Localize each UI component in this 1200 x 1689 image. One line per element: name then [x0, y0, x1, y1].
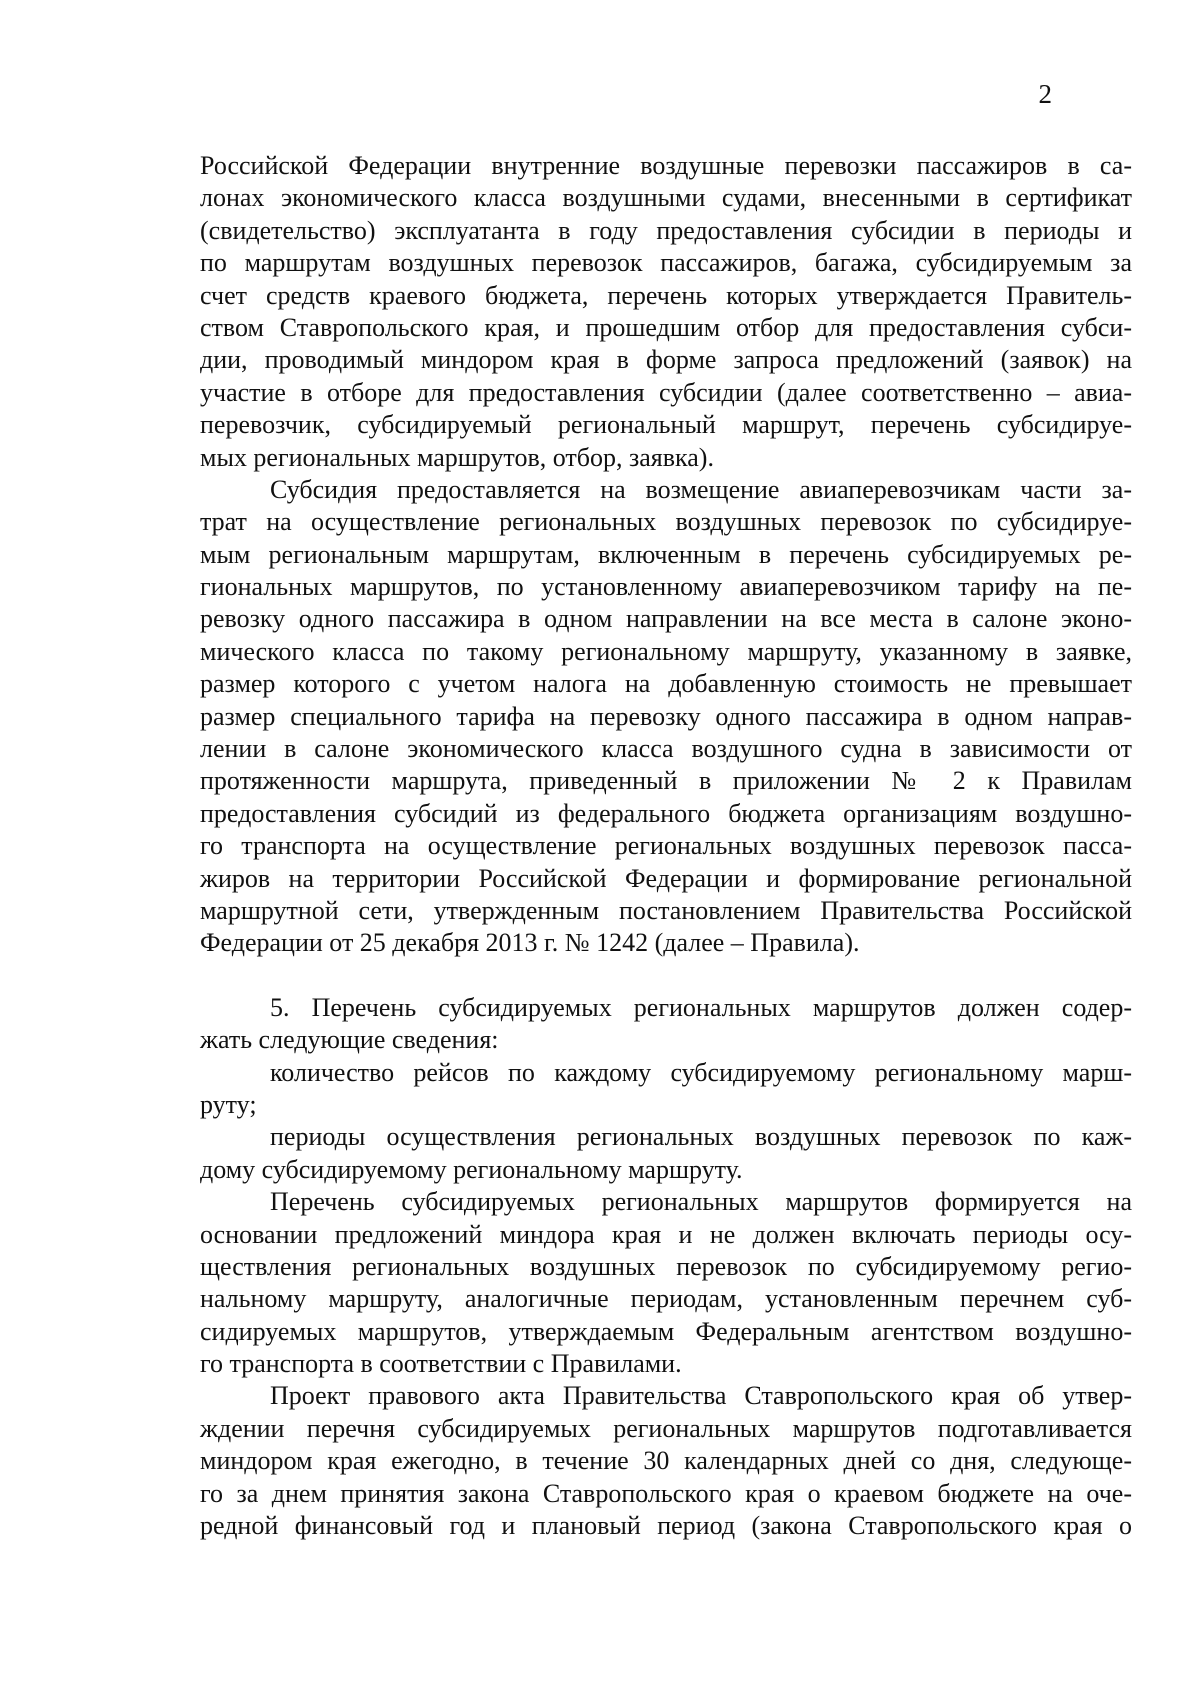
paragraph-gap: [200, 960, 1132, 992]
text-line: лении в салоне экономического класса воздушного судна в зависимости от: [200, 734, 1132, 764]
text-line: мых региональных маршрутов, отбор, заявка).: [200, 442, 714, 472]
text-line: жать следующие сведения:: [200, 1025, 499, 1055]
text-line: лонах экономического класса воздушными судами, внесенными в сертификат: [200, 183, 1132, 213]
text-line: нальному маршруту, аналогичные периодам, установленным перечнем суб-: [200, 1284, 1132, 1314]
text-line: размер которого с учетом налога на добавленную стоимость не превышает: [200, 669, 1132, 699]
text-line: перевозчик, субсидируемый региональный маршрут, перечень субсидируе-: [200, 410, 1132, 440]
document-body: [200, 150, 1132, 1542]
text-line: мым региональным маршрутам, включенным в перечень субсидируемых ре-: [200, 539, 1132, 569]
text-line: предоставления субсидий из федерального бюджета организациям воздушно-: [200, 798, 1132, 828]
text-line: гиональных маршрутов, по установленному авиаперевозчиком тарифу на пе-: [200, 572, 1132, 602]
text-line: ревозку одного пассажира в одном направлении на все места в салоне эконо-: [200, 604, 1132, 634]
text-line: жиров на территории Российской Федерации и формирование региональной: [200, 863, 1132, 893]
text-line: ществления региональных воздушных перевозок по субсидируемому регио-: [200, 1251, 1132, 1281]
text-line: дому субсидируемому региональному маршруту.: [200, 1154, 743, 1184]
text-line: Субсидия предоставляется на возмещение авиаперевозчикам части за-: [270, 474, 1132, 504]
text-line: периоды осуществления региональных воздушных перевозок по каж-: [270, 1122, 1132, 1152]
text-line: счет средств краевого бюджета, перечень которых утверждается Правитель-: [200, 280, 1132, 310]
text-line: 5. Перечень субсидируемых региональных маршрутов должен содер-: [270, 992, 1132, 1022]
text-line: количество рейсов по каждому субсидируемому региональному марш-: [270, 1057, 1132, 1087]
text-line: го транспорта в соответствии с Правилами.: [200, 1349, 682, 1379]
text-line: трат на осуществление региональных воздушных перевозок по субсидируе-: [200, 507, 1132, 537]
text-line: ством Ставропольского края, и прошедшим отбор для предоставления субси-: [200, 312, 1132, 342]
text-line: Проект правового акта Правительства Ставропольского края об утвер-: [270, 1381, 1132, 1411]
text-line: маршрутной сети, утвержденным постановлением Правительства Российской: [200, 895, 1132, 925]
page-number: 2: [1038, 79, 1052, 109]
text-line: редной финансовый год и плановый период (закона Ставропольского края о: [200, 1511, 1132, 1541]
text-line: го за днем принятия закона Ставропольского края о краевом бюджете на оче-: [200, 1478, 1132, 1508]
text-line: Перечень субсидируемых региональных маршрутов формируется на: [270, 1187, 1132, 1217]
text-line: размер специального тарифа на перевозку одного пассажира в одном направ-: [200, 701, 1132, 731]
text-line: руту;: [200, 1089, 257, 1119]
text-line: (свидетельство) эксплуатанта в году предоставления субсидии в периоды и: [200, 215, 1132, 245]
text-line: протяженности маршрута, приведенный в приложении № 2 к Правилам: [200, 766, 1132, 796]
text-line: Российской Федерации внутренние воздушные перевозки пассажиров в са-: [200, 151, 1132, 180]
text-line: Федерации от 25 декабря 2013 г. № 1242 (далее – Правила).: [200, 928, 860, 958]
text-line: го транспорта на осуществление региональных воздушных перевозок пасса-: [200, 831, 1132, 861]
text-line: мического класса по такому региональному маршруту, указанному в заявке,: [200, 636, 1132, 666]
text-line: дии, проводимый миндором края в форме запроса предложений (заявок) на: [200, 345, 1132, 375]
text-line: основании предложений миндора края и не должен включать периоды осу-: [200, 1219, 1132, 1249]
text-line: миндором края ежегодно, в течение 30 календарных дней со дня, следующе-: [200, 1446, 1132, 1476]
text-line: по маршрутам воздушных перевозок пассажиров, багажа, субсидируемым за: [200, 248, 1132, 278]
text-line: сидируемых маршрутов, утверждаемым Федеральным агентством воздушно-: [200, 1316, 1132, 1346]
text-line: ждении перечня субсидируемых региональных маршрутов подготавливается: [200, 1413, 1132, 1443]
text-line: участие в отборе для предоставления субсидии (далее соответственно – авиа-: [200, 377, 1132, 407]
